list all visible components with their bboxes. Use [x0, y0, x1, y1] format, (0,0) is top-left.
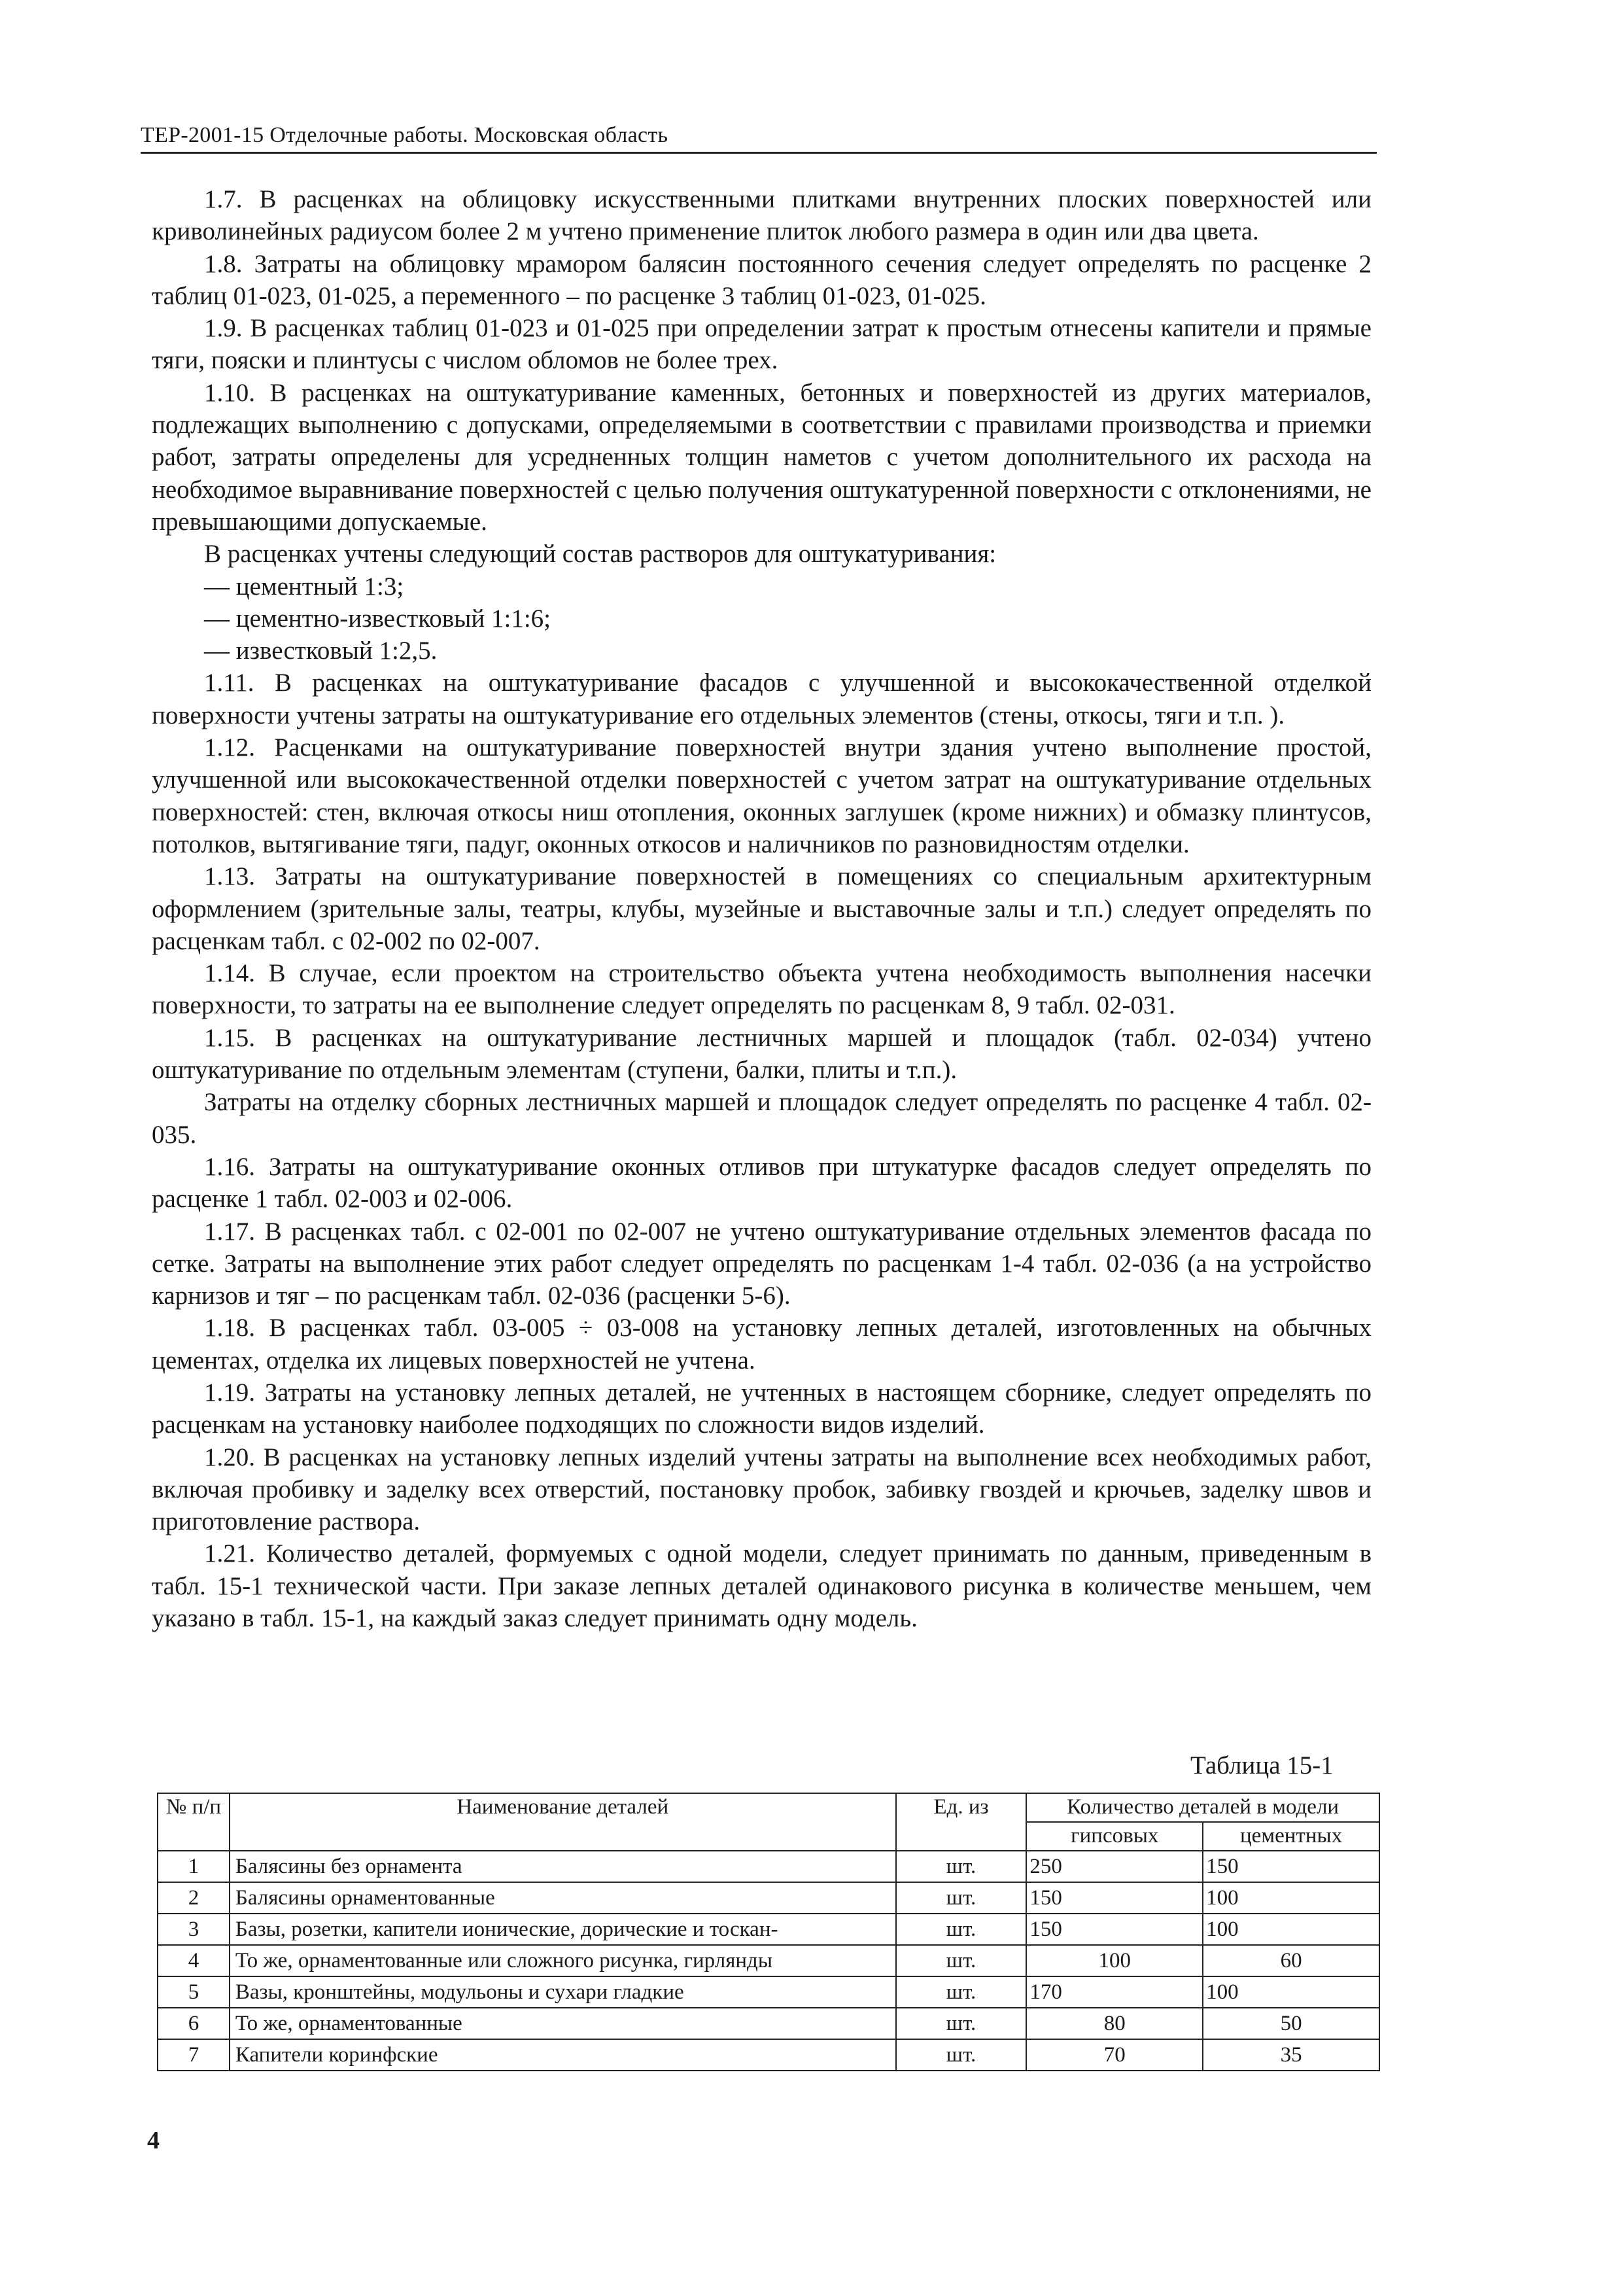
cell-cement: 35: [1203, 2039, 1379, 2071]
cell-name: Базы, розетки, капители ионические, дорические и тоскан-: [230, 1914, 896, 1945]
table-row: [158, 2039, 1379, 2071]
cell-cement: 150: [1203, 1851, 1379, 1882]
paragraph-1-19: 1.19. Затраты на установку лепных деталей, не учтенных в настоящем сборнике, следует определять по расценкам на установку наиболее подходящих по сложности видов изделий.: [152, 1378, 1372, 1439]
table-header-row: [158, 1793, 1379, 1822]
paragraph-1-14: 1.14. В случае, если проектом на строительство объекта учтена необходимость выполнения насечки поверхности, то затраты на ее выполнение следует определять по расценкам 8, 9 табл. 02-031.: [152, 959, 1372, 1020]
cell-num: 6: [158, 2008, 230, 2039]
cell-cement: 100: [1203, 1882, 1379, 1914]
cell-num: 4: [158, 1945, 230, 1976]
header-num: № п/п: [158, 1793, 230, 1851]
paragraph-1-12: 1.12. Расценками на оштукатуривание поверхностей внутри здания учтено выполнение простой, улучшенной или высококачественной отделки поверхностей с учетом затрат на оштукатуривание отдельных поверхностей: стен, включая откосы ниш отопления, оконных заглушек (кроме нижних) и обмазку плинтусов, потолков, вытягивание тяги, падуг, оконных откосов и наличников по разновидностям отделки.: [152, 733, 1372, 858]
cell-cement: 50: [1203, 2008, 1379, 2039]
paragraph-1-10: 1.10. В расценках на оштукатуривание каменных, бетонных и поверхностей из других материалов, подлежащих выполнению с допусками, определяемыми в соответствии с правилами производства и приемки работ, затраты определены для усредненных толщин наметов с учетом дополнительного их расхода на необходимое выравнивание поверхностей с целью получения оштукатуренной поверхности с отклонениями, не превышающими допускаемые.: [152, 378, 1372, 536]
paragraph-1-21: 1.21. Количество деталей, формуемых с одной модели, следует принимать по данным, приведенным в табл. 15-1 технической части. При заказе лепных деталей одинакового рисунка в количестве меньшем, чем указано в табл. 15-1, на каждый заказ следует принимать одну модель.: [152, 1539, 1372, 1633]
list-item-mortar: — цементно-известковый 1:1:6;: [204, 604, 551, 633]
page-number: 4: [147, 2127, 160, 2154]
table-row: [158, 1851, 1379, 1882]
header-qty: Количество деталей в модели: [1026, 1793, 1379, 1822]
cell-unit: шт.: [896, 1882, 1027, 1914]
cell-num: 2: [158, 1882, 230, 1914]
cell-name: Капители коринфские: [230, 2039, 896, 2071]
details-table: [157, 1793, 1380, 2071]
cell-unit: шт.: [896, 1851, 1027, 1882]
paragraph-1-9: 1.9. В расценках таблиц 01-023 и 01-025 при определении затрат к простым отнесены капители и прямые тяги, пояски и плинтусы с числом обломов не более трех.: [152, 314, 1372, 375]
cell-num: 7: [158, 2039, 230, 2071]
cell-unit: шт.: [896, 2008, 1027, 2039]
paragraph-1-13: 1.13. Затраты на оштукатуривание поверхностей в помещениях со специальным архитектурным оформлением (зрительные залы, театры, клубы, музейные и выставочные залы и т.п.) следует определять по расценкам табл. с 02-002 по 02-007.: [152, 862, 1372, 955]
header-rule: [141, 152, 1377, 154]
cell-name: Вазы, кронштейны, модульоны и сухари гладкие: [230, 1976, 896, 2008]
body-text: [152, 183, 1372, 1634]
cell-unit: шт.: [896, 1945, 1027, 1976]
header-gypsum: гипсовых: [1026, 1822, 1203, 1851]
cell-unit: шт.: [896, 1914, 1027, 1945]
paragraph-1-16: 1.16. Затраты на оштукатуривание оконных отливов при штукатурке фасадов следует определять по расценке 1 табл. 02-003 и 02-006.: [152, 1152, 1372, 1214]
cell-cement: 60: [1203, 1945, 1379, 1976]
cell-name: Балясины орнаментованные: [230, 1882, 896, 1914]
header-unit: Ед. из: [896, 1793, 1027, 1851]
table-row: [158, 2008, 1379, 2039]
paragraph-1-11: 1.11. В расценках на оштукатуривание фасадов с улучшенной и высококачественной отделкой поверхности учтены затраты на оштукатуривание его отдельных элементов (стены, откосы, тяги и т.п. ).: [152, 669, 1372, 729]
paragraph-1-17: 1.17. В расценках табл. с 02-001 по 02-007 не учтено оштукатуривание отдельных элементов фасада по сетке. Затраты на выполнение этих работ следует определять по расценкам 1-4 табл. 02-036 (а на устройство карнизов и тяг – по расценкам табл. 02-036 (расценки 5-6).: [152, 1217, 1372, 1310]
cell-gypsum: 170: [1026, 1976, 1203, 2008]
cell-gypsum: 250: [1026, 1851, 1203, 1882]
table-row: [158, 1976, 1379, 2008]
cell-name: Балясины без орнамента: [230, 1851, 896, 1882]
cell-cement: 100: [1203, 1976, 1379, 2008]
paragraph-1-15: 1.15. В расценках на оштукатуривание лестничных маршей и площадок (табл. 02-034) учтено оштукатуривание по отдельным элементам (ступени, балки, плиты и т.п.).: [152, 1023, 1372, 1085]
table-caption: Таблица 15-1: [1190, 1751, 1334, 1779]
cell-gypsum: 150: [1026, 1914, 1203, 1945]
header-cement: цементных: [1203, 1822, 1379, 1851]
cell-num: 5: [158, 1976, 230, 2008]
paragraph-1-18: 1.18. В расценках табл. 03-005 ÷ 03-008 на установку лепных деталей, изготовленных на обычных цементах, отделка их лицевых поверхностей не учтена.: [152, 1314, 1372, 1375]
paragraph-mortars-intro: В расценках учтены следующий состав растворов для оштукатуривания:: [204, 540, 997, 569]
list-item-mortar: — цементный 1:3;: [204, 572, 404, 601]
cell-unit: шт.: [896, 1976, 1027, 2008]
table-row: [158, 1914, 1379, 1945]
cell-gypsum: 100: [1026, 1945, 1203, 1976]
cell-cement: 100: [1203, 1914, 1379, 1945]
cell-gypsum: 80: [1026, 2008, 1203, 2039]
cell-num: 3: [158, 1914, 230, 1945]
cell-gypsum: 150: [1026, 1882, 1203, 1914]
running-header: ТЕР-2001-15 Отделочные работы. Московская область: [141, 123, 668, 147]
paragraph-1-20: 1.20. В расценках на установку лепных изделий учтены затраты на выполнение всех необходимых работ, включая пробивку и заделку всех отверстий, постановку пробок, забивку гвоздей и крючьев, заделку швов и приготовление раствора.: [152, 1443, 1372, 1536]
paragraph-stairs: Затраты на отделку сборных лестничных маршей и площадок следует определять по расценке 4 табл. 02-035.: [152, 1088, 1372, 1149]
cell-unit: шт.: [896, 2039, 1027, 2071]
cell-name: То же, орнаментованные: [230, 2008, 896, 2039]
paragraph-1-8: 1.8. Затраты на облицовку мрамором балясин постоянного сечения следует определять по расценке 2 таблиц 01-023, 01-025, а переменного – по расценке 3 таблиц 01-023, 01-025.: [152, 249, 1372, 310]
cell-gypsum: 70: [1026, 2039, 1203, 2071]
paragraph-1-7: 1.7. В расценках на облицовку искусственными плитками внутренних плоских поверхностей или криволинейных радиусом более 2 м учтено применение плиток любого размера в один или два цвета.: [152, 185, 1372, 246]
list-item-mortar: — известковый 1:2,5.: [204, 637, 438, 665]
table-row: [158, 1945, 1379, 1976]
header-name: Наименование деталей: [230, 1793, 896, 1851]
cell-num: 1: [158, 1851, 230, 1882]
table-row: [158, 1882, 1379, 1914]
cell-name: То же, орнаментованные или сложного рисунка, гирлянды: [230, 1945, 896, 1976]
